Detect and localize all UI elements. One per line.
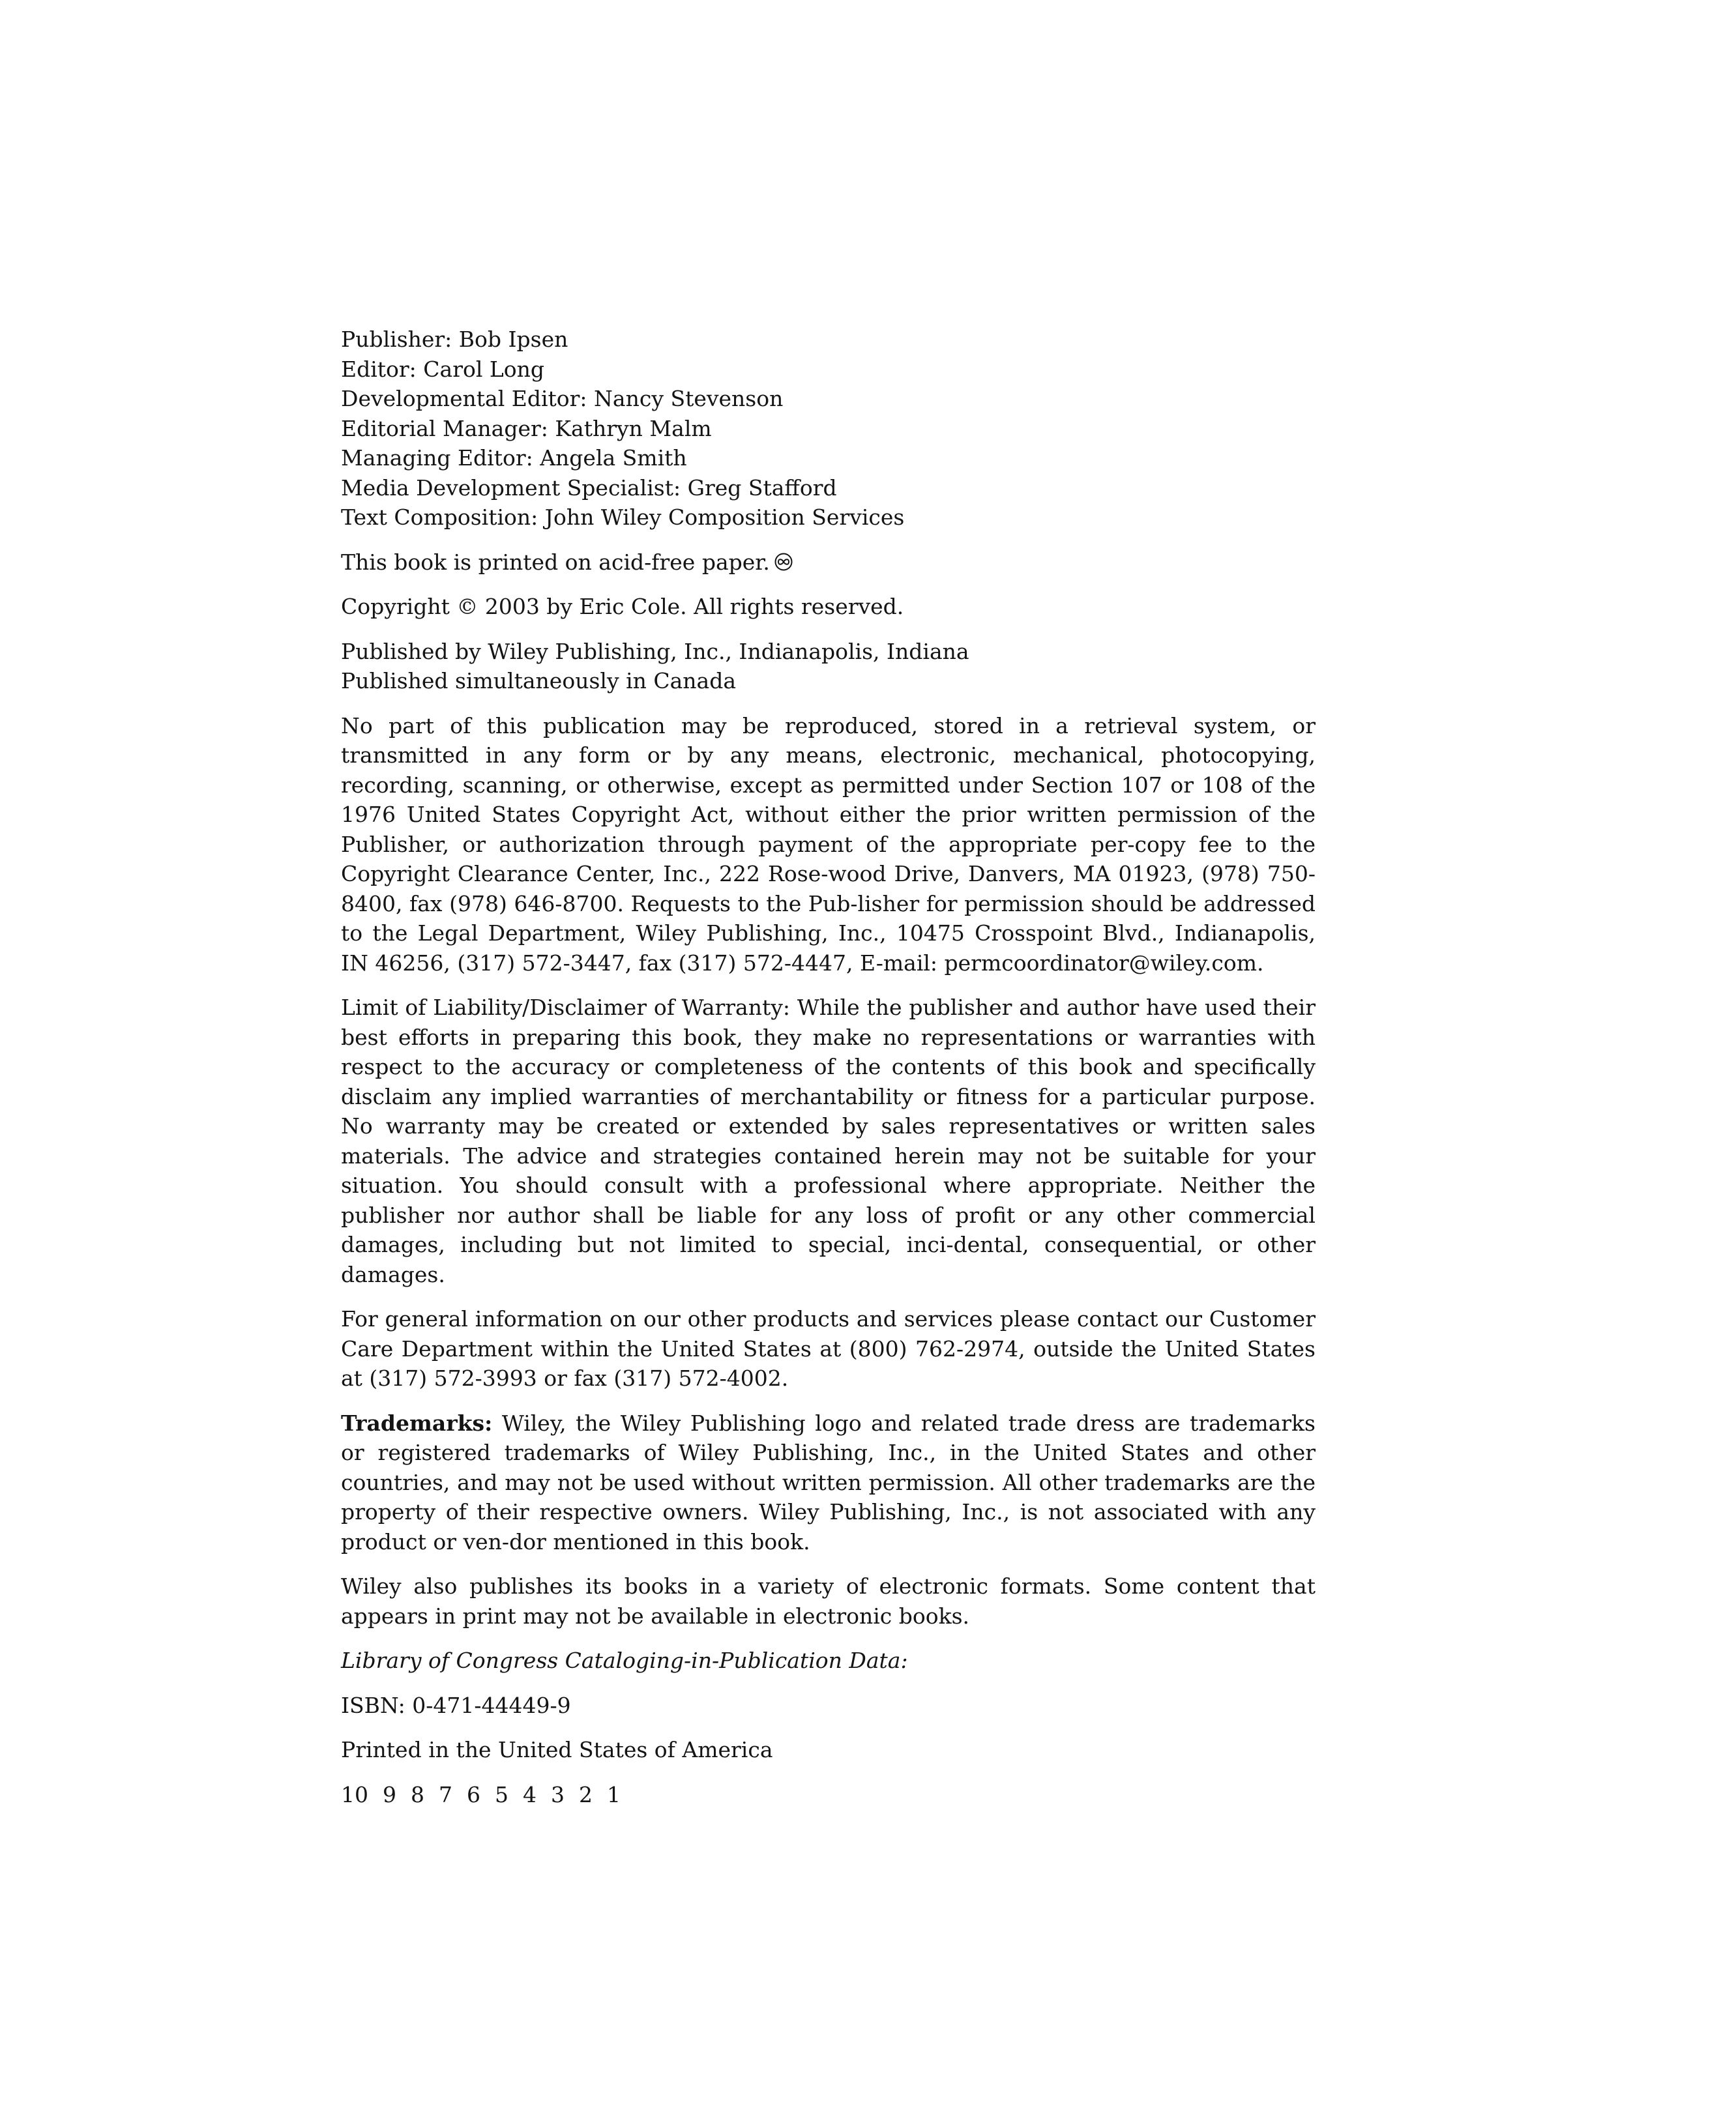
- trademarks-body: [341, 1409, 1316, 1557]
- general-info-paragraph: [341, 1304, 1316, 1394]
- copyright-notice: [341, 592, 1316, 622]
- liability-paragraph: [341, 993, 1316, 1289]
- published-by-line: Published by Wiley Publishing, Inc., Indianapolis, Indiana: [341, 638, 969, 664]
- trademarks-text: Wiley, the Wiley Publishing logo and related trade dress are trademarks or registered trademarks of Wiley Publishing, Inc., in the United States and other countries, and may not be used without written permission. All other trademarks are the property of their respective owners. Wiley Publishing, Inc., is not associated with any product or ven-dor mentioned in this book.: [341, 1410, 1316, 1555]
- printed-in-line: [341, 1735, 1316, 1765]
- printing-number: 7: [439, 1781, 452, 1807]
- isbn-text: ISBN: 0-471-44449-9: [341, 1692, 571, 1718]
- credit-developmental-editor: Developmental Editor: Nancy Stevenson: [341, 386, 784, 411]
- printing-number: 9: [383, 1781, 396, 1807]
- copyright-text: Copyright © 2003 by Eric Cole. All rights reserved.: [341, 594, 904, 619]
- printing-number: 2: [579, 1781, 593, 1807]
- credit-publisher: Publisher: Bob Ipsen: [341, 327, 568, 352]
- liability-text: Limit of Liability/Disclaimer of Warranty: While the publisher and author have used their best efforts in preparing this book, they make no representations or warranties with respect to the accuracy or completeness of the contents of this book and specifically disclaim any implied warranties of merchantability or fitness for a particular purpose. No warranty may be created or extended by sales representatives or written sales materials. The advice and strategies contained herein may not be suitable for your situation. You should consult with a professional where appropriate. Neither the publisher nor author shall be liable for any loss of profit or any other commercial damages, including but not limited to special, inci-dental, consequential, or other damages.: [341, 995, 1316, 1287]
- published-canada-line: Published simultaneously in Canada: [341, 668, 737, 693]
- printing-number: 10: [341, 1781, 368, 1807]
- loc-cip-heading: [341, 1646, 1316, 1676]
- loc-cip-text: Library of Congress Cataloging-in-Publication Data:: [341, 1648, 908, 1673]
- infinity-circle-icon: [774, 547, 793, 577]
- trademarks-label: Trademarks:: [341, 1410, 493, 1436]
- copyright-content: [341, 325, 1316, 1824]
- permissions-text: No part of this publication may be reproduced, stored in a retrieval system, or transmitted in any form or by any means, electronic, mechanical, photocopying, recording, scanning, or otherwise, except as permitted under Section 107 or 108 of the 1976 United States Copyright Act, without either the prior written permission of the Publisher, or authorization through payment of the appropriate per-copy fee to the Copyright Clearance Center, Inc., 222 Rose-wood Drive, Danvers, MA 01923, (978) 750-8400, fax (978) 646-8700. Requests to the Pub-lisher for permission should be addressed to the Legal Department, Wiley Publishing, Inc., 10475 Crosspoint Blvd., Indianapolis, IN 46256, (317) 572-3447, fax (317) 572-4447, E-mail: permcoordinator@wiley.com.: [341, 712, 1316, 976]
- electronic-formats-paragraph: [341, 1571, 1316, 1631]
- trademarks-paragraph: [341, 1409, 1316, 1557]
- printing-number: 3: [551, 1781, 565, 1807]
- printing-number: 6: [467, 1781, 480, 1807]
- isbn-line: [341, 1691, 1316, 1721]
- acid-free-notice: [341, 547, 1316, 577]
- credit-editor: Editor: Carol Long: [341, 356, 545, 382]
- printing-number: 4: [523, 1781, 537, 1807]
- printing-number: 5: [495, 1781, 508, 1807]
- credit-editorial-manager: Editorial Manager: Kathryn Malm: [341, 415, 712, 441]
- credit-managing-editor: Managing Editor: Angela Smith: [341, 445, 687, 471]
- general-info-text: For general information on our other products and services please contact our Customer Care Department within the United States at (800) 762-2974, outside the United States at (317) 572-3993 or fax (317) 572-4002.: [341, 1306, 1316, 1391]
- credits-block: [341, 325, 1316, 533]
- printing-number-line: [341, 1780, 1316, 1810]
- acid-free-text: This book is printed on acid-free paper.: [341, 549, 770, 575]
- printed-in-text: Printed in the United States of America: [341, 1737, 773, 1762]
- credit-media-specialist: Media Development Specialist: Greg Stafford: [341, 474, 837, 501]
- permissions-paragraph: [341, 711, 1316, 978]
- electronic-formats-text: Wiley also publishes its books in a variety of electronic formats. Some content that appears in print may not be available in electronic books.: [341, 1573, 1316, 1629]
- credit-text-composition: Text Composition: John Wiley Composition Services: [341, 504, 905, 530]
- published-by-block: [341, 637, 1316, 696]
- printing-number: 8: [411, 1781, 424, 1807]
- printing-number: 1: [607, 1781, 621, 1807]
